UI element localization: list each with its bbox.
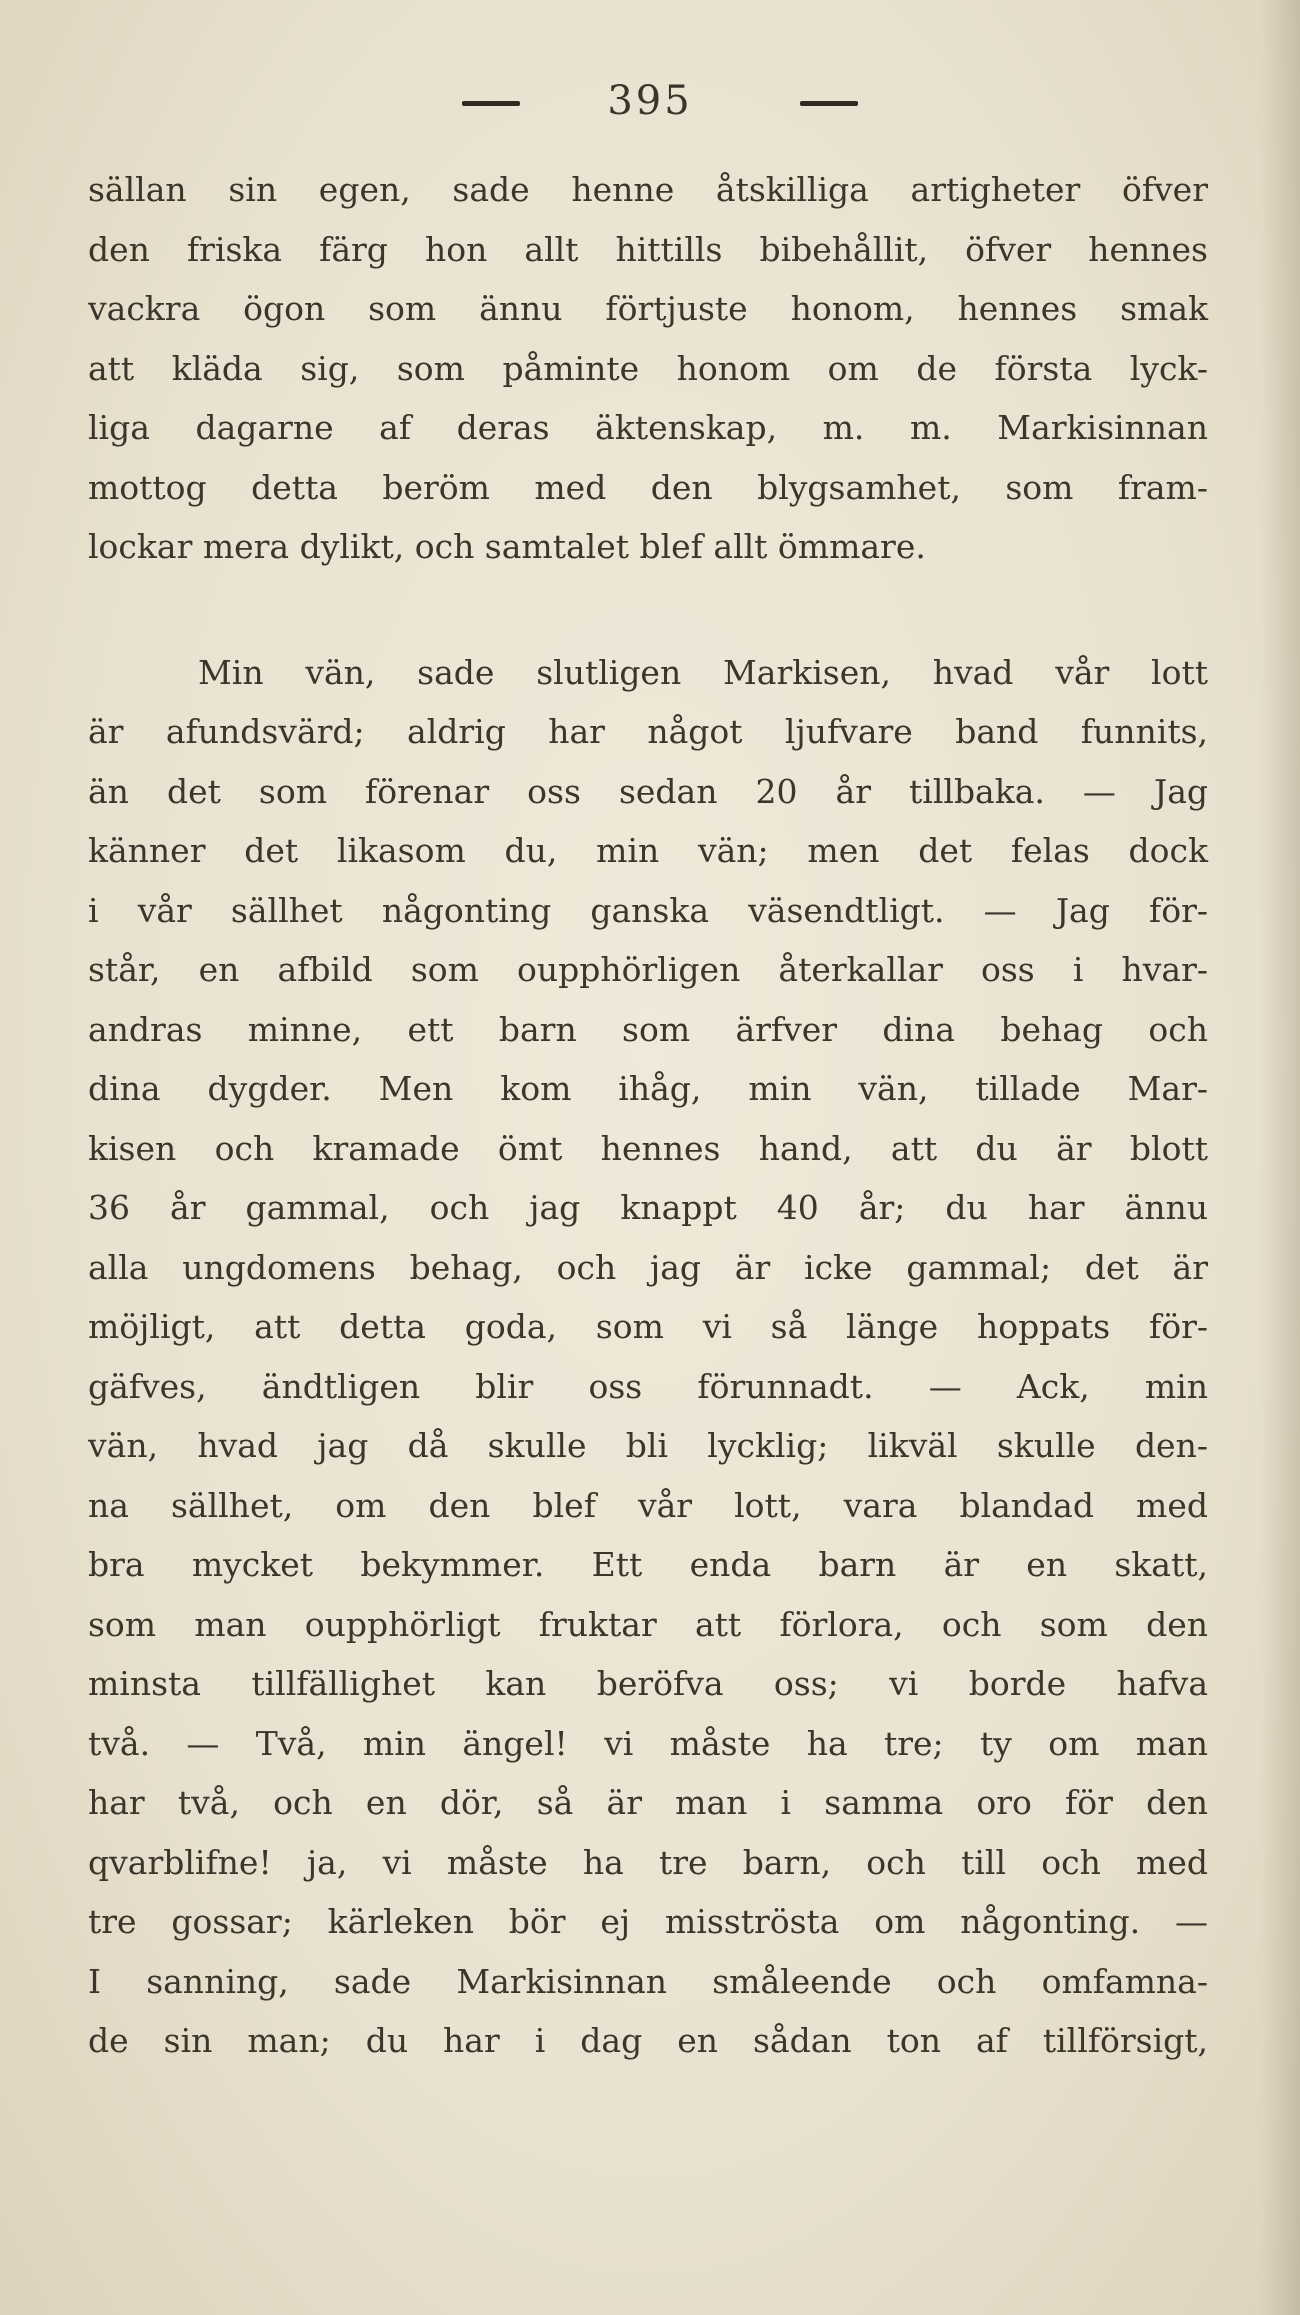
text-line: kisen och kramade ömt hennes hand, att du är blott xyxy=(88,1128,1208,1168)
text-line: na sällhet, om den blef vår lott, vara blandad med xyxy=(88,1485,1208,1525)
text-line: i vår sällhet någonting ganska väsendtligt. — Jag för- xyxy=(88,890,1208,930)
text-line: gäfves, ändtligen blir oss förunnadt. — Ack, min xyxy=(88,1366,1208,1406)
paragraph-1 xyxy=(88,160,1208,577)
page-header xyxy=(0,78,1300,138)
text-line: liga dagarne af deras äktenskap, m. m. Markisinnan xyxy=(88,408,1208,447)
page-number: 395 xyxy=(607,78,693,124)
text-line: I sanning, sade Markisinnan småleende och omfamna- xyxy=(88,1961,1208,2001)
text-line: 36 år gammal, och jag knappt 40 år; du har ännu xyxy=(88,1188,1208,1227)
text-line: de sin man; du har i dag en sådan ton af tillförsigt, xyxy=(88,2021,1208,2060)
text-line: Min vän, sade slutligen Markisen, hvad vår lott xyxy=(198,652,1208,692)
text-line: lockar mera dylikt, och samtalet blef allt ömmare. xyxy=(88,527,926,566)
text-line: två. — Två, min ängel! vi måste ha tre; ty om man xyxy=(88,1723,1208,1763)
body-text xyxy=(88,160,1208,2071)
text-line: känner det likasom du, min vän; men det felas dock xyxy=(88,831,1208,870)
text-line: minsta tillfällighet kan beröfva oss; vi borde hafva xyxy=(88,1664,1208,1703)
page-edge-shadow xyxy=(1260,0,1300,2315)
text-line: är afundsvärd; aldrig har något ljufvare band funnits, xyxy=(88,712,1208,751)
text-line: än det som förenar oss sedan 20 år tillbaka. — Jag xyxy=(88,771,1208,811)
header-dash-right xyxy=(800,101,858,106)
text-line: qvarblifne! ja, vi måste ha tre barn, och till och med xyxy=(88,1842,1208,1882)
text-line: att kläda sig, som påminte honom om de första lyck- xyxy=(88,348,1208,388)
text-line: vackra ögon som ännu förtjuste honom, hennes smak xyxy=(88,289,1208,328)
header-dash-left xyxy=(462,101,520,106)
text-line: den friska färg hon allt hittills bibehållit, öfver hennes xyxy=(88,229,1208,269)
text-line: som man oupphörligt fruktar att förlora, och som den xyxy=(88,1604,1208,1644)
text-line: dina dygder. Men kom ihåg, min vän, tillade Mar- xyxy=(88,1069,1208,1108)
text-line: tre gossar; kärleken bör ej misströsta om någonting. — xyxy=(88,1902,1208,1941)
text-line: sällan sin egen, sade henne åtskilliga artigheter öfver xyxy=(88,170,1208,209)
paragraph-gap xyxy=(88,577,1208,643)
text-line: andras minne, ett barn som ärfver dina behag och xyxy=(88,1009,1208,1049)
paragraph-2 xyxy=(88,643,1208,2071)
text-line: möjligt, att detta goda, som vi så länge hoppats för- xyxy=(88,1307,1208,1346)
text-line: vän, hvad jag då skulle bli lycklig; likväl skulle den- xyxy=(88,1426,1208,1465)
text-line: mottog detta beröm med den blygsamhet, som fram- xyxy=(88,467,1208,507)
text-line: har två, och en dör, så är man i samma oro för den xyxy=(88,1783,1208,1822)
text-line: står, en afbild som oupphörligen återkallar oss i hvar- xyxy=(88,950,1208,989)
text-line: bra mycket bekymmer. Ett enda barn är en skatt, xyxy=(88,1545,1208,1584)
text-line: alla ungdomens behag, och jag är icke gammal; det är xyxy=(88,1247,1208,1287)
